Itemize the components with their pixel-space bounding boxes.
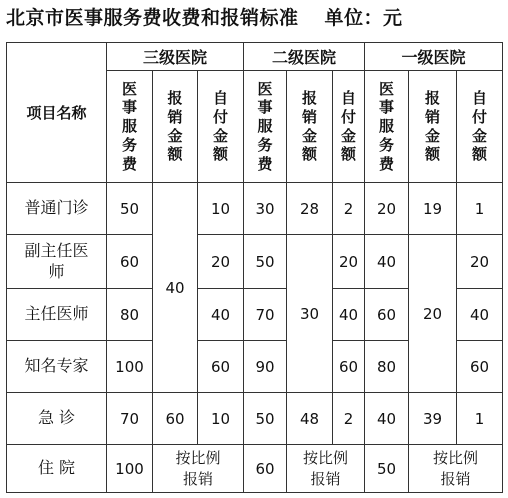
cell-t3-reimb-merged: 40 — [153, 183, 198, 393]
cell-t2-fee: 50 — [244, 235, 287, 289]
cell-t3-note: 按比例报销 — [153, 445, 244, 493]
cell-t1-reimb-merged: 20 — [409, 235, 457, 393]
cell-t2-reimb: 28 — [287, 183, 333, 235]
cell-t2-pay: 2 — [333, 183, 365, 235]
cell-t3-pay: 10 — [198, 393, 244, 445]
row-name: 住 院 — [7, 445, 107, 493]
cell-t1-pay: 20 — [457, 235, 503, 289]
cell-t1-reimb: 19 — [409, 183, 457, 235]
cell-t1-fee: 40 — [365, 235, 409, 289]
table-row — [7, 235, 503, 289]
cell-t2-fee: 60 — [244, 445, 287, 493]
cell-t2-pay: 2 — [333, 393, 365, 445]
cell-t2-fee: 90 — [244, 341, 287, 393]
header-row-groups — [7, 43, 503, 71]
cell-t2-reimb: 48 — [287, 393, 333, 445]
sub-header-reimb: 报销金额 — [153, 71, 198, 183]
cell-t1-fee: 80 — [365, 341, 409, 393]
table-row — [7, 183, 503, 235]
cell-t2-fee: 30 — [244, 183, 287, 235]
table-row — [7, 393, 503, 445]
sub-header-reimb: 报销金额 — [287, 71, 333, 183]
cell-t3-pay: 20 — [198, 235, 244, 289]
item-name-header: 项目名称 — [7, 43, 107, 183]
table-row — [7, 445, 503, 493]
cell-t3-fee: 60 — [107, 235, 153, 289]
cell-t2-fee: 50 — [244, 393, 287, 445]
cell-t2-reimb-merged: 30 — [287, 235, 333, 393]
cell-t1-pay: 1 — [457, 393, 503, 445]
group-header-tier2: 二级医院 — [244, 43, 365, 71]
group-header-tier3: 三级医院 — [107, 43, 244, 71]
cell-t3-pay: 60 — [198, 341, 244, 393]
cell-t1-fee: 50 — [365, 445, 409, 493]
cell-t2-pay: 20 — [333, 235, 365, 289]
row-name: 主任医师 — [7, 289, 107, 341]
title-main: 北京市医事服务费收费和报销标准 — [6, 7, 299, 29]
cell-t1-pay: 40 — [457, 289, 503, 341]
group-header-tier1: 一级医院 — [365, 43, 503, 71]
page-title — [6, 3, 403, 33]
cell-t1-note: 按比例报销 — [409, 445, 503, 493]
cell-t1-pay: 1 — [457, 183, 503, 235]
cell-t1-fee: 60 — [365, 289, 409, 341]
cell-t3-fee: 50 — [107, 183, 153, 235]
sub-header-fee: 医事服务费 — [107, 71, 153, 183]
title-unit: 单位：元 — [324, 7, 403, 29]
cell-t3-pay: 10 — [198, 183, 244, 235]
row-name: 副主任医师 — [7, 235, 107, 289]
sub-header-pay: 自付金额 — [457, 71, 503, 183]
row-name: 知名专家 — [7, 341, 107, 393]
cell-t3-fee: 80 — [107, 289, 153, 341]
cell-t2-fee: 70 — [244, 289, 287, 341]
cell-t1-pay: 60 — [457, 341, 503, 393]
cell-t1-fee: 20 — [365, 183, 409, 235]
row-name: 普通门诊 — [7, 183, 107, 235]
fee-table — [6, 42, 503, 493]
sub-header-reimb: 报销金额 — [409, 71, 457, 183]
cell-t3-pay: 40 — [198, 289, 244, 341]
cell-t1-reimb: 39 — [409, 393, 457, 445]
cell-t3-reimb: 60 — [153, 393, 198, 445]
row-name: 急 诊 — [7, 393, 107, 445]
cell-t1-fee: 40 — [365, 393, 409, 445]
sub-header-pay: 自付金额 — [333, 71, 365, 183]
cell-t3-fee: 70 — [107, 393, 153, 445]
cell-t3-fee: 100 — [107, 445, 153, 493]
cell-t3-fee: 100 — [107, 341, 153, 393]
cell-t2-pay: 40 — [333, 289, 365, 341]
sub-header-fee: 医事服务费 — [365, 71, 409, 183]
sub-header-fee: 医事服务费 — [244, 71, 287, 183]
cell-t2-note: 按比例报销 — [287, 445, 365, 493]
sub-header-pay: 自付金额 — [198, 71, 244, 183]
cell-t2-pay: 60 — [333, 341, 365, 393]
